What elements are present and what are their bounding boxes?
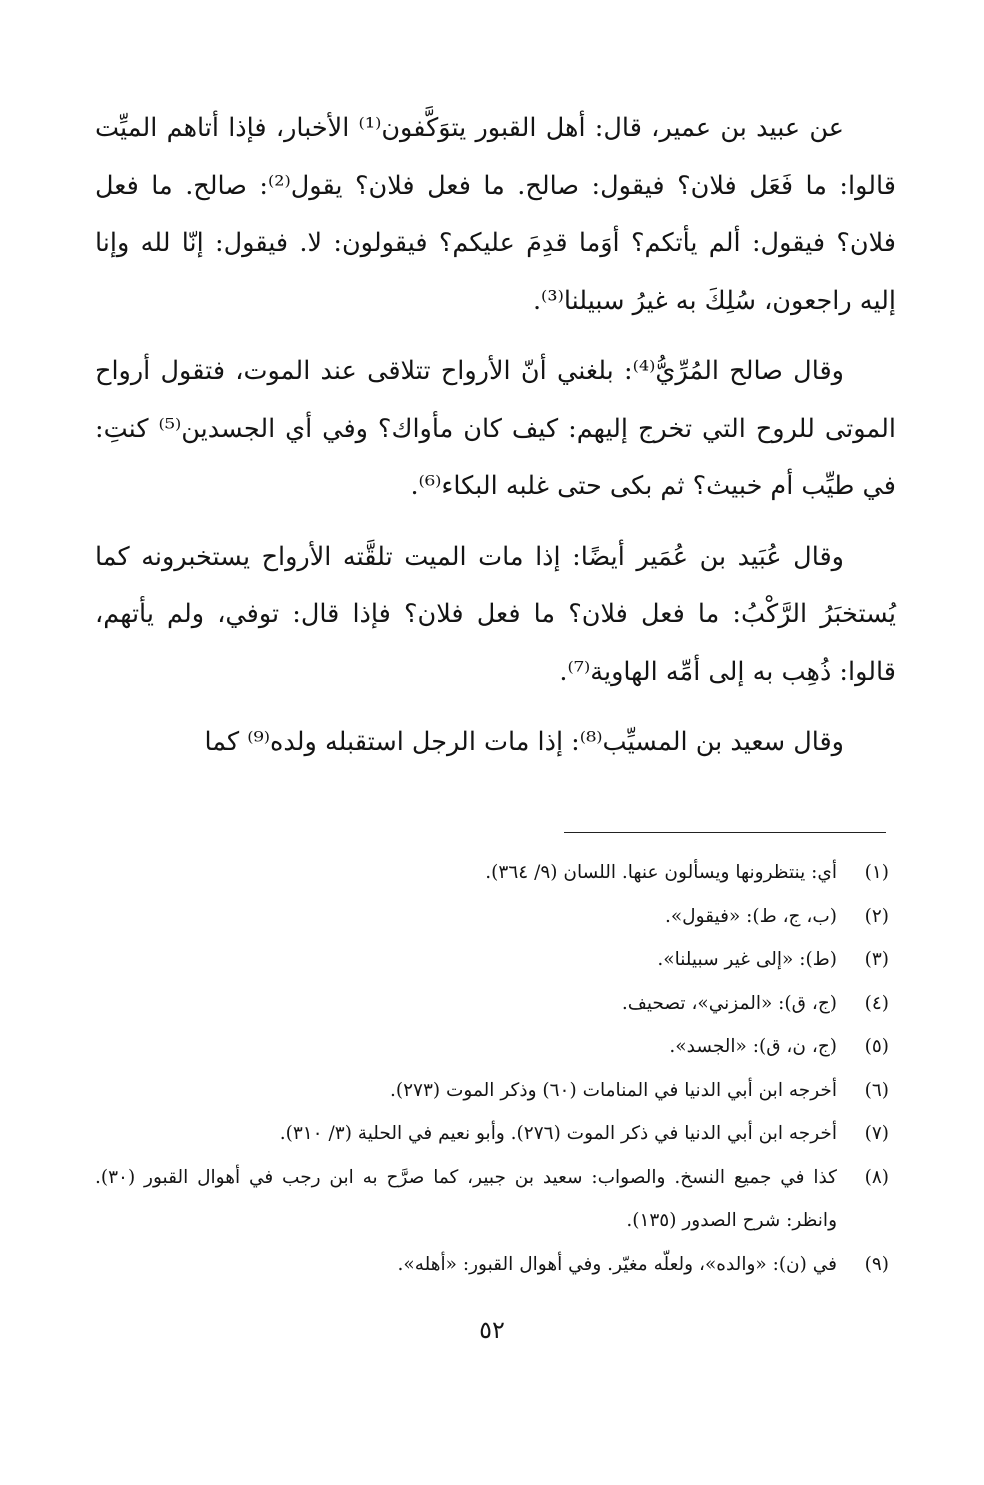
footnote-1 <box>95 851 889 895</box>
footnote-text: أي: ينتظرونها ويسألون عنها. اللسان (٩/ ٣٦٤). <box>485 862 837 883</box>
paragraph-3: وقال عُبَيد بن عُمَير أيضًا: إذا مات الميت تلقَّته الأرواح يستخبرونه كما يُستخبَرُ الرَّكْبُ: ما فعل فلان؟ ما فعل فلان؟ فإذا قال: توفي، ولم يأتهم، قالوا: ذُهِب به إلى أمِّه الهاوية⁽⁷⁾. <box>95 541 896 687</box>
footnote-text: (ج، ن، ق): «الجسد». <box>669 1036 837 1057</box>
footnote-number: (٢) <box>864 905 889 927</box>
page-number: ٥٢ <box>479 1316 505 1344</box>
footnote-6 <box>95 1069 889 1113</box>
footnote-8 <box>95 1156 889 1243</box>
footnote-number: (٩) <box>864 1253 889 1275</box>
paragraph-2: وقال صالح المُرِّيُّ⁽⁴⁾: بلغني أنّ الأرواح تتلاقى عند الموت، فتقول أرواح الموتى للروح التي تخرج إليهم: كيف كان مأواك؟ وفي أي الجسدين⁽⁵⁾ كنتِ: في طيِّب أم خبيث؟ ثم بكى حتى غلبه البكاء⁽⁶⁾. <box>95 356 896 501</box>
footnote-7 <box>95 1112 889 1156</box>
footnote-text: في (ن): «والده»، ولعلّه مغيّر. وفي أهوال القبور: «أهله». <box>397 1253 837 1275</box>
footnote-text: (ج، ق): «المزني»، تصحيف. <box>621 992 837 1014</box>
paragraph-4: وقال سعيد بن المسيِّب⁽⁸⁾: إذا مات الرجل استقبله ولده⁽⁹⁾ كما <box>204 727 844 757</box>
footnote-number: (٦) <box>864 1079 889 1101</box>
footnote-text: (ط): «إلى غير سبيلنا». <box>657 949 837 970</box>
footnotes <box>95 851 889 1286</box>
footnote-9 <box>95 1243 889 1287</box>
footnote-3 <box>95 938 889 982</box>
footnote-separator <box>564 832 886 833</box>
footnote-number: (٤) <box>864 992 889 1014</box>
main-text <box>95 100 896 772</box>
footnote-number: (٧) <box>864 1123 889 1144</box>
footnote-number: (١) <box>864 862 889 883</box>
footnote-text: أخرجه ابن أبي الدنيا في المنامات (٦٠) وذكر الموت (٢٧٣). <box>389 1079 837 1101</box>
footnote-number: (٣) <box>864 949 889 970</box>
footnote-text: كذا في جميع النسخ. والصواب: سعيد بن جبير، كما صرَّح به ابن رجب في أهوال القبور (٣٠). وانظر: شرح الصدور (١٣٥). <box>95 1166 837 1231</box>
footnote-5 <box>95 1025 889 1069</box>
footnote-text: (ب، ج، ط): «فيقول». <box>664 905 837 927</box>
footnote-number: (٥) <box>864 1036 889 1057</box>
paragraph-1: عن عبيد بن عمير، قال: أهل القبور يتوَكَّفون⁽¹⁾ الأخبار، فإذا أتاهم الميِّت قالوا: ما فَعَل فلان؟ فيقول: صالح. ما فعل فلان؟ يقول⁽²⁾: صالح. ما فعل فلان؟ فيقول: ألم يأتكم؟ أوَما قدِمَ عليكم؟ فيقولون: لا. فيقول: إنّا لله وإنا إليه راجعون، سُلِكَ به غيرُ سبيلنا⁽³⁾. <box>95 113 896 316</box>
footnote-text: أخرجه ابن أبي الدنيا في ذكر الموت (٢٧٦). وأبو نعيم في الحلية (٣/ ٣١٠). <box>279 1123 837 1144</box>
footnote-2 <box>95 895 889 939</box>
footnote-4 <box>95 982 889 1026</box>
footnote-number: (٨) <box>864 1166 889 1188</box>
